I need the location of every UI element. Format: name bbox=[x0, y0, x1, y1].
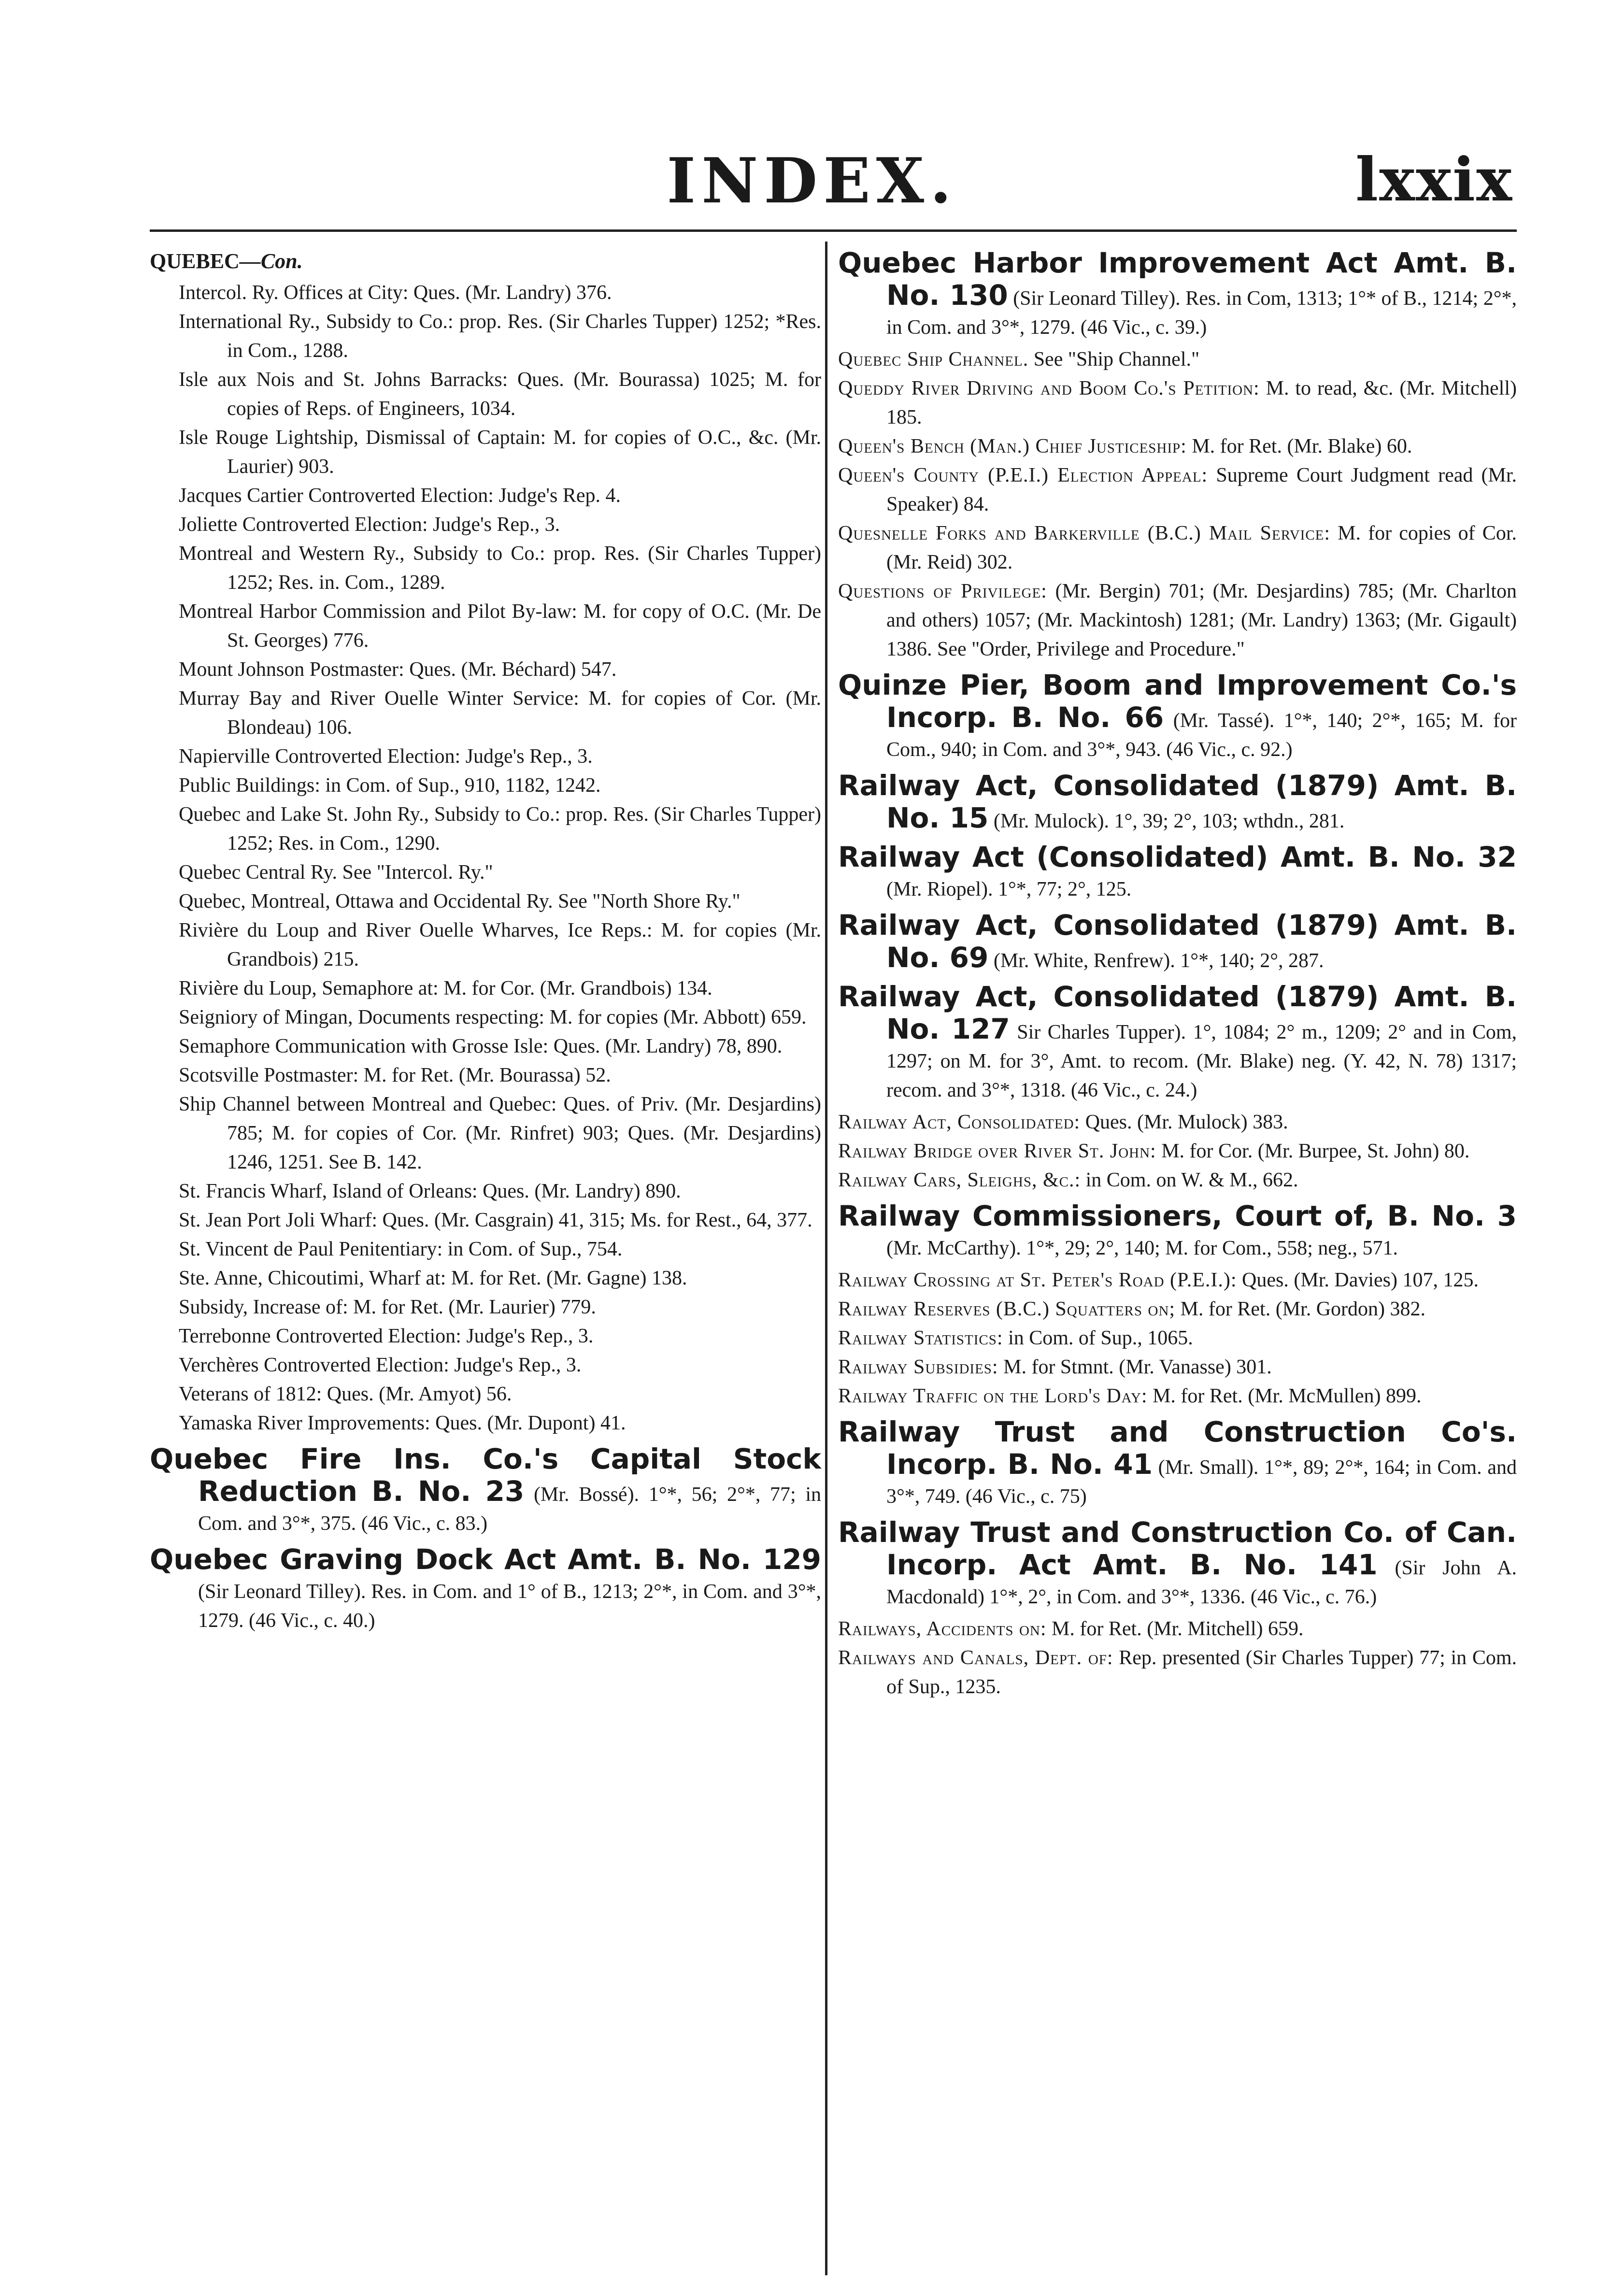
index-entry-major bbox=[838, 248, 1517, 342]
entry-title: Quebec Fire Ins. Co.'s Capital Stock Reduction B. No. 23 bbox=[150, 1442, 821, 1508]
index-subentry: Quebec and Lake St. John Ry., Subsidy to Co.: prop. Res. (Sir Charles Tupper) 1252; Res. in Com., 1290. bbox=[179, 803, 821, 855]
entry-text: Supreme Court Judgment read (Mr. Speaker) 84. bbox=[886, 464, 1517, 515]
index-entry bbox=[838, 1166, 1517, 1195]
index-subentry: Murray Bay and River Ouelle Winter Service: M. for copies of Cor. (Mr. Blondeau) 106. bbox=[179, 687, 821, 739]
index-entry-major bbox=[150, 1545, 821, 1635]
entry-title: Railway Act (Consolidated) Amt. B. No. 32 bbox=[838, 841, 1517, 873]
header-rule bbox=[150, 229, 1517, 232]
entry-text: (Mr. Tassé). 1°*, 140; 2°*, 165; M. for Com., 940; in Com. and 3°*, 943. (46 Vic., c. 92.) bbox=[886, 710, 1517, 761]
index-entry bbox=[838, 432, 1517, 461]
index-entry bbox=[838, 461, 1517, 519]
index-entry-major bbox=[838, 1201, 1517, 1263]
index-subentry: Joliette Controverted Election: Judge's Rep., 3. bbox=[179, 514, 560, 536]
index-subentry: St. Francis Wharf, Island of Orleans: Ques. (Mr. Landry) 890. bbox=[179, 1180, 681, 1202]
index-subentry: Montreal Harbor Commission and Pilot By-law: M. for copy of O.C. (Mr. De St. Georges) 776. bbox=[179, 600, 821, 652]
entry-text: M. for Ret. (Mr. Gordon) 382. bbox=[1175, 1298, 1426, 1320]
entry-title: Quesnelle Forks and Barkerville (B.C.) Mail Service: bbox=[838, 522, 1331, 544]
section-heading-main: QUEBEC bbox=[150, 249, 240, 273]
index-subentry: Quebec Central Ry. See "Intercol. Ry." bbox=[179, 861, 493, 884]
entry-text: (Mr. Bossé). 1°*, 56; 2°*, 77; in Com. and 3°*, 375. (46 Vic., c. 83.) bbox=[198, 1484, 821, 1535]
entry-list bbox=[838, 248, 1517, 1701]
index-subentry: Mount Johnson Postmaster: Ques. (Mr. Béchard) 547. bbox=[179, 658, 617, 681]
entry-text: (Mr. McCarthy). 1°*, 29; 2°, 140; M. for Com., 558; neg., 571. bbox=[886, 1237, 1398, 1259]
index-subentry: Verchères Controverted Election: Judge's Rep., 3. bbox=[179, 1354, 582, 1376]
entry-text: (Sir John A. Macdonald) 1°*, 2°, in Com. and 3°*, 1336. (46 Vic., c. 76.) bbox=[886, 1557, 1517, 1608]
index-subentry: Scotsville Postmaster: M. for Ret. (Mr. Bourassa) 52. bbox=[179, 1064, 611, 1086]
index-entry-major bbox=[838, 771, 1517, 836]
index-entry bbox=[838, 1382, 1517, 1411]
section-heading-suffix: —Con. bbox=[239, 249, 303, 273]
index-subentry: Intercol. Ry. Offices at City: Ques. (Mr. Landry) 376. bbox=[179, 282, 612, 304]
entry-title: Railway Trust and Construction Co. of Can. Incorp. Act Amt. B. No. 141 bbox=[838, 1516, 1517, 1581]
index-entry bbox=[838, 577, 1517, 664]
index-entry-major bbox=[838, 911, 1517, 975]
entry-title: Railways and Canals, Dept. of: bbox=[838, 1647, 1113, 1669]
index-subentry: Isle aux Nois and St. Johns Barracks: Ques. (Mr. Bourassa) 1025; M. for copies of Reps. of Engineers, 1034. bbox=[179, 369, 821, 420]
entry-text: M. for Ret. (Mr. Mitchell) 659. bbox=[1046, 1618, 1304, 1640]
index-entry bbox=[838, 345, 1517, 374]
entry-text: Sir Charles Tupper). 1°, 1084; 2° m., 1209; 2° and in Com, 1297; on M. for 3°, Amt. to recom. (Mr. Blake) neg. (Y. 42, N. 78) 1317; recom. and 3°*, 1318. (46 Vic., c. 24.) bbox=[886, 1021, 1517, 1101]
entry-text: Rep. presented (Sir Charles Tupper) 77; in Com. of Sup., 1235. bbox=[886, 1647, 1517, 1698]
page-title: INDEX. bbox=[667, 145, 957, 217]
entry-text: (Sir Leonard Tilley). Res. in Com, 1313; 1°* of B., 1214; 2°*, in Com. and 3°*, 1279. (46 Vic., c. 39.) bbox=[886, 287, 1517, 339]
entry-text: (Sir Leonard Tilley). Res. in Com. and 1° of B., 1213; 2°*, in Com. and 3°*, 1279. (46 Vic., c. 40.) bbox=[198, 1581, 821, 1632]
index-subentry: Seigniory of Mingan, Documents respecting: M. for copies (Mr. Abbott) 659. bbox=[179, 1006, 807, 1028]
index-entry bbox=[838, 1266, 1517, 1295]
entry-title: Railways, Accidents on: bbox=[838, 1618, 1047, 1640]
entry-text: (Mr. White, Renfrew). 1°*, 140; 2°, 287. bbox=[988, 950, 1324, 972]
index-subentry: Ship Channel between Montreal and Quebec: Ques. of Priv. (Mr. Desjardins) 785; M. for copies of Cor. (Mr. Rinfret) 903; Ques. (Mr. Desjardins) 1246, 1251. See B. 142. bbox=[179, 1093, 821, 1173]
entry-text: in Com. on W. & M., 662. bbox=[1081, 1169, 1298, 1191]
section-heading bbox=[150, 246, 821, 276]
entry-text: M. for Stmnt. (Mr. Vanasse) 301. bbox=[998, 1356, 1272, 1378]
entry-title: Railway Cars, Sleighs, &c.: bbox=[838, 1169, 1081, 1191]
index-entry-major bbox=[838, 1518, 1517, 1612]
index-entry bbox=[838, 1643, 1517, 1701]
entry-text: Ques. (Mr. Mulock) 383. bbox=[1080, 1111, 1288, 1133]
entry-title: Quinze Pier, Boom and Improvement Co.'s Incorp. B. No. 66 bbox=[838, 669, 1517, 734]
entry-title: Railway Act, Consolidated (1879) Amt. B. No. 69 bbox=[838, 909, 1517, 974]
entry-title: Quebec Harbor Improvement Act Amt. B. No. 130 bbox=[838, 246, 1517, 312]
right-column bbox=[838, 242, 1517, 1701]
entry-title: Railway Commissioners, Court of, B. No. 3 bbox=[838, 1199, 1517, 1232]
index-entry-major bbox=[838, 982, 1517, 1105]
page-number: lxxix bbox=[1355, 145, 1513, 215]
entry-text: M. for Cor. (Mr. Burpee, St. John) 80. bbox=[1156, 1140, 1470, 1162]
entry-title: Railway Statistics: bbox=[838, 1327, 1003, 1349]
index-subentry: Rivière du Loup, Semaphore at: M. for Cor. (Mr. Grandbois) 134. bbox=[179, 977, 712, 999]
entry-title: Railway Crossing at St. Peter's Road (P.E.I.): bbox=[838, 1269, 1237, 1291]
entry-text: See "Ship Channel." bbox=[1028, 348, 1200, 371]
index-entry bbox=[838, 1614, 1517, 1643]
entry-text: (Mr. Mulock). 1°, 39; 2°, 103; wthdn., 281. bbox=[988, 810, 1345, 832]
entry-title: Questions of Privilege: bbox=[838, 580, 1047, 602]
entry-title: Quebec Ship Channel. bbox=[838, 348, 1029, 371]
entry-text: (Mr. Riopel). 1°*, 77; 2°, 125. bbox=[886, 878, 1132, 900]
entry-text: M. for Ret. (Mr. Blake) 60. bbox=[1186, 435, 1412, 457]
entry-text: M. for Ret. (Mr. McMullen) 899. bbox=[1147, 1385, 1422, 1407]
index-subentry: Montreal and Western Ry., Subsidy to Co.: prop. Res. (Sir Charles Tupper) 1252; Res. in. Com., 1289. bbox=[179, 542, 821, 594]
entry-text: in Com. of Sup., 1065. bbox=[1003, 1327, 1193, 1349]
entry-title: Railway Subsidies: bbox=[838, 1356, 998, 1378]
index-subentry: Quebec, Montreal, Ottawa and Occidental Ry. See "North Shore Ry." bbox=[179, 890, 741, 913]
entry-title: Railway Bridge over River St. John: bbox=[838, 1140, 1156, 1162]
entry-text: Ques. (Mr. Davies) 107, 125. bbox=[1237, 1269, 1479, 1291]
index-subentry: Jacques Cartier Controverted Election: Judge's Rep. 4. bbox=[179, 485, 621, 507]
entry-text: M. to read, &c. (Mr. Mitchell) 185. bbox=[886, 377, 1517, 428]
entry-title: Queen's County (P.E.I.) Election Appeal: bbox=[838, 464, 1208, 486]
entry-text: (Mr. Bergin) 701; (Mr. Desjardins) 785; (Mr. Charlton and others) 1057; (Mr. Mackintosh) 1281; (Mr. Landry) 1363; (Mr. Gigault) 1386. See "Order, Privilege and Procedure." bbox=[886, 580, 1517, 660]
major-entry-list bbox=[150, 1444, 821, 1635]
entry-title: Queen's Bench (Man.) Chief Justiceship: bbox=[838, 435, 1187, 457]
index-subentry: Subsidy, Increase of: M. for Ret. (Mr. Laurier) 779. bbox=[179, 1296, 596, 1318]
entry-title: Railway Act, Consolidated (1879) Amt. B. No. 127 bbox=[838, 980, 1517, 1045]
entry-title: Railway Act, Consolidated: bbox=[838, 1111, 1081, 1133]
index-entry bbox=[838, 1353, 1517, 1382]
index-subentry: St. Vincent de Paul Penitentiary: in Com. of Sup., 754. bbox=[179, 1238, 623, 1260]
index-subentry: Rivière du Loup and River Ouelle Wharves, Ice Reps.: M. for copies (Mr. Grandbois) 215. bbox=[179, 919, 821, 970]
index-entry bbox=[838, 1295, 1517, 1324]
entry-text: M. for copies of Cor. (Mr. Reid) 302. bbox=[886, 522, 1517, 573]
index-subentry: Veterans of 1812: Ques. (Mr. Amyot) 56. bbox=[179, 1383, 512, 1405]
index-subentry: Terrebonne Controverted Election: Judge's Rep., 3. bbox=[179, 1325, 594, 1347]
index-entry bbox=[838, 1324, 1517, 1353]
index-subentry: Public Buildings: in Com. of Sup., 910, 1182, 1242. bbox=[179, 774, 601, 797]
column-divider bbox=[825, 242, 827, 2275]
index-entry-major bbox=[838, 671, 1517, 764]
index-entry-major bbox=[838, 842, 1517, 904]
index-subentry: Napierville Controverted Election: Judge's Rep., 3. bbox=[179, 745, 593, 768]
index-subentry: St. Jean Port Joli Wharf: Ques. (Mr. Casgrain) 41, 315; Ms. for Rest., 64, 377. bbox=[179, 1209, 812, 1231]
index-subentry: Yamaska River Improvements: Ques. (Mr. Dupont) 41. bbox=[179, 1412, 626, 1434]
index-subentry: Isle Rouge Lightship, Dismissal of Captain: M. for copies of O.C., &c. (Mr. Laurier) 903. bbox=[179, 427, 821, 478]
entry-title: Quebec Graving Dock Act Amt. B. No. 129 bbox=[150, 1543, 821, 1576]
index-entry bbox=[838, 1108, 1517, 1137]
entry-title: Railway Reserves (B.C.) Squatters on; bbox=[838, 1298, 1176, 1320]
index-entry-major bbox=[838, 1417, 1517, 1511]
index-entry bbox=[838, 519, 1517, 577]
subentry-list bbox=[150, 278, 821, 1438]
entry-title: Railway Trust and Construction Co's. Incorp. B. No. 41 bbox=[838, 1415, 1517, 1481]
index-subentry: Semaphore Communication with Grosse Isle: Ques. (Mr. Landry) 78, 890. bbox=[179, 1035, 783, 1057]
index-subentry: Ste. Anne, Chicoutimi, Wharf at: M. for Ret. (Mr. Gagne) 138. bbox=[179, 1267, 687, 1289]
index-entry bbox=[838, 374, 1517, 432]
entry-title: Railway Traffic on the Lord's Day: bbox=[838, 1385, 1148, 1407]
entry-title: Railway Act, Consolidated (1879) Amt. B. No. 15 bbox=[838, 769, 1517, 834]
left-column bbox=[150, 242, 821, 1638]
index-entry-major bbox=[150, 1444, 821, 1538]
entry-text: (Mr. Small). 1°*, 89; 2°*, 164; in Com. and 3°*, 749. (46 Vic., c. 75) bbox=[886, 1456, 1517, 1508]
entry-title: Queddy River Driving and Boom Co.'s Petition: bbox=[838, 377, 1260, 400]
index-entry bbox=[838, 1137, 1517, 1166]
index-subentry: International Ry., Subsidy to Co.: prop. Res. (Sir Charles Tupper) 1252; *Res. in Com., 1288. bbox=[179, 311, 821, 362]
